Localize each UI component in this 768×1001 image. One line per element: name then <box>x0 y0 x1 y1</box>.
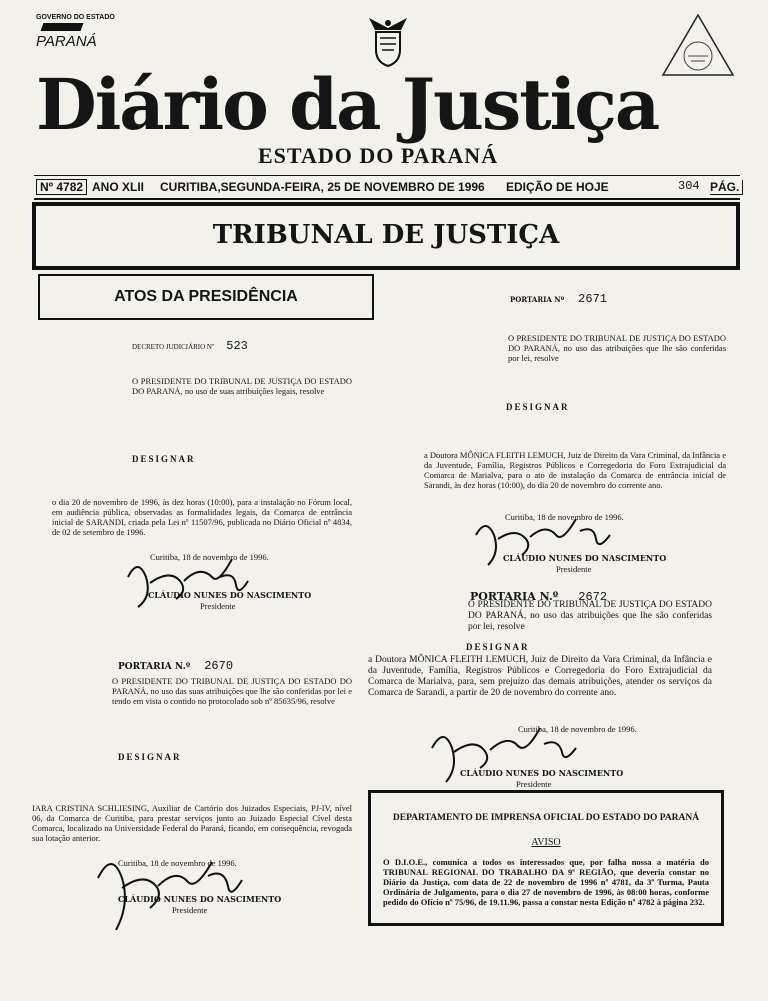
portaria-2671-signer: CLÁUDIO NUNES DO NASCIMENTO <box>503 553 667 563</box>
section-title: ATOS DA PRESIDÊNCIA <box>114 288 298 305</box>
portaria-2672-number: 2672 <box>578 590 608 604</box>
gov-state: PARANÁ <box>36 33 97 50</box>
portaria-2671-role: Presidente <box>556 564 592 574</box>
info-bar <box>34 175 740 200</box>
portaria-2671-designar: DESIGNAR <box>506 402 570 412</box>
portaria-2670-role: Presidente <box>172 905 208 915</box>
issue-year: ANO XLII <box>92 180 145 194</box>
decree-place: Curitiba, 18 de novembro de 1996. <box>150 552 269 562</box>
decree-role: Presidente <box>200 601 236 611</box>
notice-box <box>368 790 724 926</box>
portaria-2672-place: Curitiba, 18 de novembro de 1996. <box>518 724 637 734</box>
coat-of-arms-icon <box>365 12 411 68</box>
portaria-2670-place: Curitiba, 18 de novembro de 1996. <box>118 858 237 868</box>
issue-edition: EDIÇÃO DE HOJE <box>506 180 609 194</box>
decree-label-row <box>132 341 332 352</box>
issue-number: Nº 4782 <box>36 179 87 195</box>
decree-signer: CLÁUDIO NUNES DO NASCIMENTO <box>148 590 312 600</box>
notice-body: O D.I.O.E., comunica a todos os interessados que, por falha nossa a matéria do TRIBUNAL REGIONAL DO TRABALHO DA 9ª REGIÃO, que deveria constar no Diário da Justiça, com data de 22 de novembro de 1996 nº 4781, da 3ª Turma, Pauta Ordinária de Julgamento, para o dia 27 de novembro de 1996, às 08:00 horas, conforme pedido do Ofício nº 75/96, de 19.11.96, passa a constar nesta Edição nº 4782 à página 232. <box>383 857 709 907</box>
portaria-2671-number: 2671 <box>578 292 607 306</box>
portaria-2672-label: PORTARIA N.º <box>470 590 559 603</box>
court-banner <box>32 202 740 270</box>
decree-label: DECRETO JUDICIÁRIO Nº <box>132 343 215 351</box>
portaria-2670-body: IARA CRISTINA SCHLIESING, Auxiliar de Cartório dos Juizados Especiais, PJ-IV, nível 06, da Comarca de Curitiba, para prestar serviços junto ao Juizado Especial Cível desta Comarca, localizado na Universidade Federal do Paraná, ficando, em consequência, revogada sua lotação anterior. <box>32 803 352 843</box>
issue-place-date: CURITIBA,SEGUNDA-FEIRA, 25 DE NOVEMBRO DE 1996 <box>160 180 485 194</box>
portaria-2672-intro: O PRESIDENTE DO TRIBUNAL DE JUSTIÇA DO ESTADO DO PARANÁ, no uso das atribuições que lhe são conferidas por lei, resolve <box>468 600 712 632</box>
masthead-subtitle: ESTADO DO PARANÁ <box>258 143 499 168</box>
decree-number: 523 <box>226 339 248 353</box>
gov-logo <box>36 14 126 66</box>
portaria-2671-intro: O PRESIDENTE DO TRIBUNAL DE JUSTIÇA DO ESTADO DO PARANÁ, no uso das atribuições que lhe são conferidas por lei, resolve <box>508 333 726 363</box>
page-count: 304 <box>678 179 700 193</box>
portaria-2670-intro: O PRESIDENTE DO TRIBUNAL DE JUSTIÇA DO ESTADO DO PARANÁ, no uso das suas atribuições que lhe são conferidas por lei e tendo em vista o contido no protocolado sob nº 85635/96, resolve <box>112 676 352 706</box>
decree-designar: DESIGNAR <box>132 454 196 464</box>
decree-body: o dia 20 de novembro de 1996, às dez horas (10:00), para a instalação no Fórum local, em audiência pública, observadas as formalidades legais, da Comarca de entrância inicial de SARANDI, criada pela Lei nº 11507/96, publicada no Diário Oficial nº 4834, de 02 de setembro de 1996. <box>52 497 352 537</box>
notice-title: DEPARTAMENTO DE IMPRENSA OFICIAL DO ESTADO DO PARANÁ <box>392 813 700 823</box>
portaria-2671-body: a Doutora MÔNICA FLEITH LEMUCH, Juiz de Direito da Vara Criminal, da Infância e da Juventude, Família, Registros Públicos e Corregedoria do Foro Extrajudicial da Comarca de Marialva, para o ato de instalação da Comarca de entrância inicial de Sarandi, às dez horas (10:00), do dia 20 de novembro do corrente ano. <box>424 450 726 490</box>
portaria-2672-designar: DESIGNAR <box>466 642 530 652</box>
portaria-2672-signer: CLÁUDIO NUNES DO NASCIMENTO <box>460 768 624 778</box>
official-stamp-icon <box>660 12 736 78</box>
portaria-2670-label-row <box>118 656 233 674</box>
portaria-2670-signer: CLÁUDIO NUNES DO NASCIMENTO <box>118 894 282 904</box>
portaria-2671-place: Curitiba, 18 de novembro de 1996. <box>505 512 624 522</box>
masthead-title: Diário da Justiça <box>36 63 659 146</box>
portaria-2671-label-row <box>510 289 607 307</box>
portaria-2672-body: a Doutora MÔNICA FLEITH LEMUCH, Juiz de Direito da Vara Criminal, da Infância e da Juventude, Família, Registros Públicos e Corregedoria do Foro Extrajudicial da Comarca de Marialva, para, sem prejuízo das demais atribuições, atender os serviços da Comarca de Sarandi, a partir de 20 de novembro do corrente ano. <box>368 655 712 698</box>
flag-stripe <box>41 23 84 31</box>
section-header <box>38 274 374 320</box>
portaria-2670-number: 2670 <box>204 659 234 673</box>
portaria-2670-label: PORTARIA N.º <box>118 662 191 672</box>
gov-label: GOVERNO DO ESTADO <box>36 14 115 21</box>
court-title: TRIBUNAL DE JUSTIÇA <box>212 220 560 250</box>
decree-intro: O PRESIDENTE DO TRIBUNAL DE JUSTIÇA DO ESTADO DO PARANÁ, no uso de suas atribuições legais, resolve <box>132 376 352 396</box>
portaria-2671-label: PORTARIA Nº <box>510 295 565 304</box>
page-label: PÁG. <box>710 180 743 195</box>
portaria-2672-role: Presidente <box>516 779 552 789</box>
notice-subtitle: AVISO <box>531 837 561 848</box>
portaria-2670-designar: DESIGNAR <box>118 752 182 762</box>
